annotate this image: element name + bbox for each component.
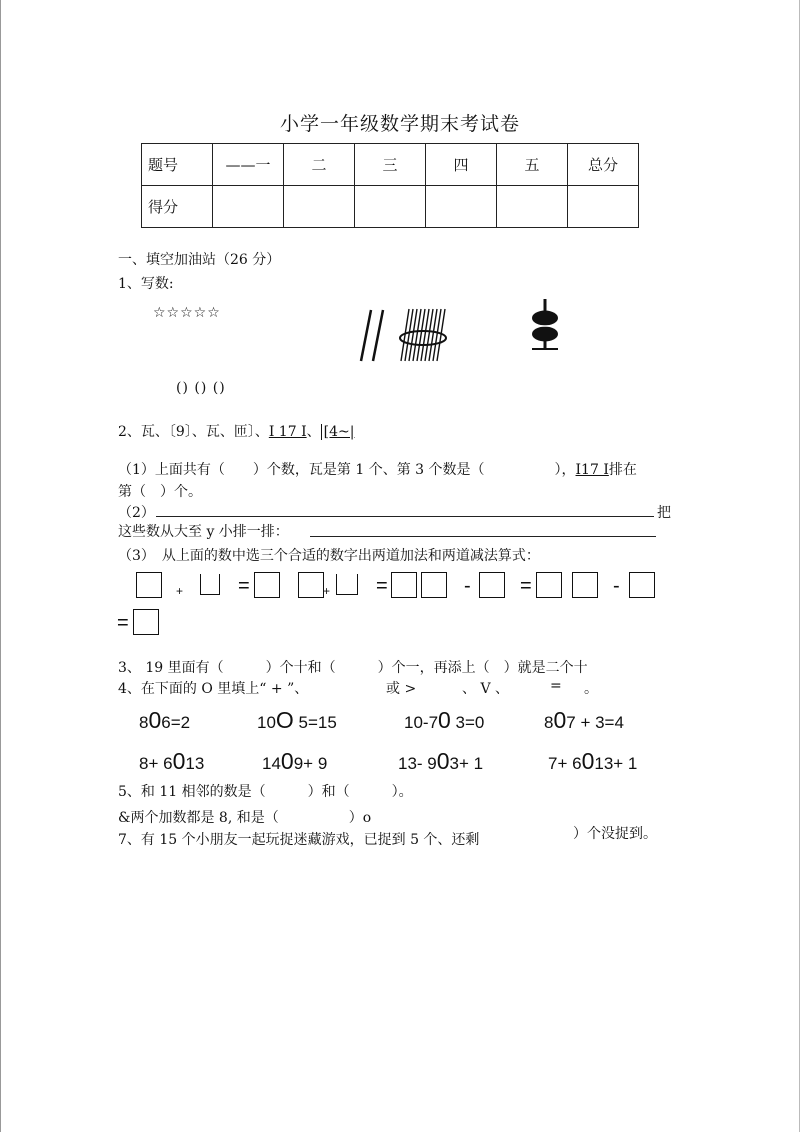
score-table <box>141 143 639 228</box>
score-table-header-cell: 五 <box>497 144 568 186</box>
answer-box[interactable] <box>200 574 220 595</box>
comparison-left: 8 <box>139 713 149 732</box>
answer-line[interactable] <box>310 536 656 537</box>
comparison-left: 14 <box>262 754 281 773</box>
equals-sign: = <box>117 612 129 634</box>
score-table-score-row <box>142 186 639 228</box>
question-2-text: 2、瓦、〔9〕、瓦、匝〕、 <box>118 424 269 440</box>
comparison-item <box>544 707 624 734</box>
question-5: 5、和 11 相邻的数是（ ）和（ ）。 <box>118 784 413 800</box>
answer-box[interactable] <box>629 572 655 598</box>
section-heading: 一、填空加油站（26 分） <box>118 252 281 268</box>
equals-sign: = <box>520 575 532 597</box>
comparison-right: 9+ 9 <box>293 754 328 773</box>
score-cell[interactable] <box>284 186 355 228</box>
comparison-left: 8 <box>544 713 554 732</box>
comparison-circle[interactable]: 0 <box>436 748 450 774</box>
answer-box[interactable] <box>298 572 324 598</box>
comparison-circle[interactable]: O <box>275 707 294 733</box>
comparison-item <box>398 748 483 775</box>
comparison-item <box>257 707 337 734</box>
question-2-part-1 <box>118 459 637 479</box>
comparison-left: 7+ 6 <box>548 754 582 773</box>
minus-sign: - <box>464 575 471 597</box>
page-title: 小学一年级数学期末考试卷 <box>279 113 520 135</box>
comparison-right: 6=2 <box>161 713 191 732</box>
part-1-text: （1）上面共有（ ）个数，瓦是第 1 个、第 3 个数是（ ）， <box>118 462 576 478</box>
plus-sign: + <box>323 584 331 598</box>
answer-blanks: () () () <box>176 380 226 396</box>
answer-box[interactable] <box>479 572 505 598</box>
comparison-item <box>139 748 204 775</box>
score-row-label: 得分 <box>142 186 213 228</box>
score-table-header-cell: ——一 <box>213 144 284 186</box>
number-card: [4~| <box>321 424 355 440</box>
score-table-header-cell: 总分 <box>568 144 639 186</box>
comparison-circle[interactable]: 0 <box>581 748 595 774</box>
score-table-header-cell: 二 <box>284 144 355 186</box>
comparison-right: 3=0 <box>450 713 485 732</box>
comparison-item <box>139 707 190 734</box>
number-card: I 17 I <box>268 424 307 440</box>
question-7: 7、有 15 个小朋友一起玩捉迷藏游戏，已捉到 5 个、还剩 <box>118 832 480 848</box>
question-4-label: 4、在下面的 O 里填上“ + ”、 <box>118 681 309 697</box>
answer-box[interactable] <box>536 572 562 598</box>
question-4-label: 或 > <box>386 681 417 697</box>
abacus-icon <box>528 297 562 353</box>
score-cell[interactable] <box>497 186 568 228</box>
comparison-left: 13- 9 <box>398 754 437 773</box>
question-4-label: = <box>550 678 562 694</box>
number-card: I17 I <box>575 462 609 478</box>
answer-line[interactable] <box>156 516 654 517</box>
comparison-item <box>262 748 327 775</box>
score-table-header-cell: 题号 <box>142 144 213 186</box>
question-1-label: 1、写数: <box>118 276 174 292</box>
equals-sign: = <box>376 575 388 597</box>
question-4-label: 。 <box>584 681 598 697</box>
comparison-left: 10 <box>257 713 276 732</box>
answer-box[interactable] <box>421 572 447 598</box>
question-2-part-2-text: 这些数从大至 y 小排一排： <box>118 524 289 540</box>
question-2-part-3: （3） 从上面的数中选三个合适的数字出两道加法和两道减法算式： <box>118 548 540 564</box>
comparison-right: 13 <box>185 754 205 773</box>
page-border <box>0 0 1 1132</box>
plus-sign: + <box>176 584 184 598</box>
question-3: 3、 19 里面有（ ）个十和（ ）个一，再添上（ ）就是二个十 <box>118 660 588 676</box>
answer-box[interactable] <box>336 574 358 595</box>
question-7-end: ）个没捉到。 <box>573 826 657 842</box>
comparison-circle[interactable]: 0 <box>172 748 186 774</box>
comparison-right: 5=15 <box>293 713 337 732</box>
comparison-circle[interactable]: 0 <box>280 748 294 774</box>
answer-box[interactable] <box>133 609 159 635</box>
answer-box[interactable] <box>136 572 162 598</box>
question-2-part-2-end: 把 <box>657 505 671 521</box>
comparison-right: 13+ 1 <box>594 754 638 773</box>
score-cell[interactable] <box>355 186 426 228</box>
comparison-circle[interactable]: 0 <box>553 707 567 733</box>
separator-text: 、 <box>306 424 321 440</box>
score-table-header-cell: 四 <box>426 144 497 186</box>
score-table-header-row <box>142 144 639 186</box>
comparison-item <box>548 748 637 775</box>
score-cell[interactable] <box>213 186 284 228</box>
answer-box[interactable] <box>254 572 280 598</box>
comparison-left: 8+ 6 <box>139 754 173 773</box>
comparison-circle[interactable]: 0 <box>148 707 162 733</box>
comparison-left: 10-7 <box>404 713 439 732</box>
comparison-circle[interactable]: 0 <box>438 707 451 733</box>
answer-box[interactable] <box>572 572 598 598</box>
equals-sign: = <box>238 575 250 597</box>
minus-sign: - <box>613 575 620 597</box>
answer-box[interactable] <box>391 572 417 598</box>
question-6: &两个加数都是 8, 和是（ ）o <box>118 810 372 826</box>
comparison-right: 7 + 3=4 <box>566 713 624 732</box>
question-2-part-1-cont: 第（ ）个。 <box>118 484 202 500</box>
stars-picture: ☆☆☆☆☆ <box>153 305 221 321</box>
score-table-header-cell: 三 <box>355 144 426 186</box>
score-cell[interactable] <box>568 186 639 228</box>
comparison-right: 3+ 1 <box>449 754 484 773</box>
part-1-text-end: 排在 <box>608 462 637 478</box>
sticks-bundle-icon <box>355 305 450 365</box>
question-2-line <box>118 421 354 441</box>
question-2-part-2-label: （2） <box>118 505 155 521</box>
score-cell[interactable] <box>426 186 497 228</box>
comparison-item <box>404 707 484 734</box>
question-4-label: 、 V 、 <box>462 681 510 697</box>
